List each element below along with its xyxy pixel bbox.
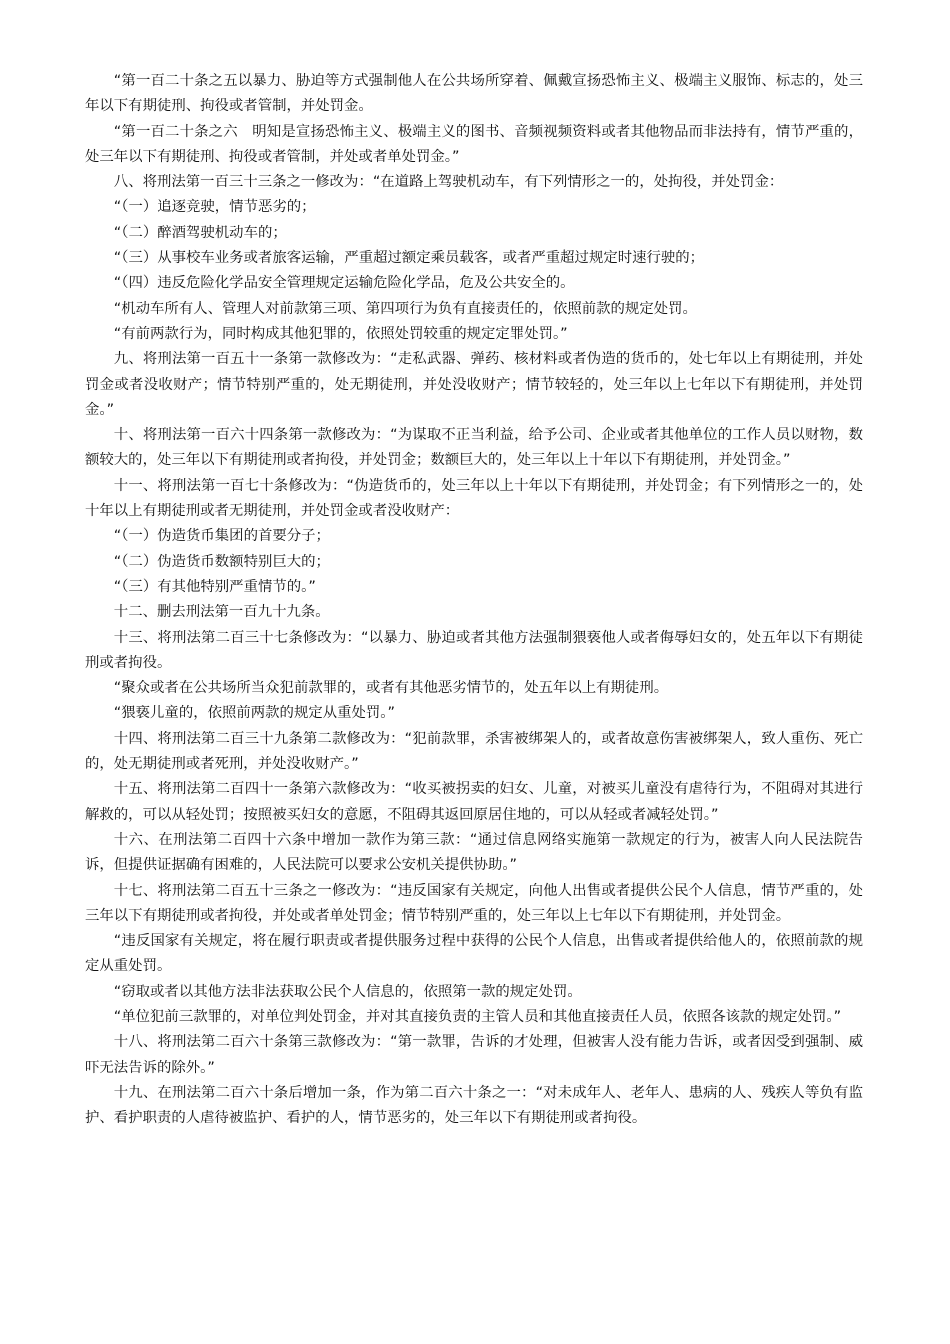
paragraph-1: “第一百二十条之五以暴力、胁迫等方式强制他人在公共场所穿着、佩戴宣扬恐怖主义、极端主义服饰、标志的，处三年以下有期徒刑、拘役或者管制，并处罚金。 bbox=[85, 73, 863, 115]
paragraph-21: 十五、将刑法第二百四十一条第六款修改为：“收买被拐卖的妇女、儿童，对被买儿童没有虐待行为，不阻碍对其进行解救的，可以从轻处罚；按照被买妇女的意愿，不阻碍其返回原居住地的，可以从轻或者减轻处罚。” bbox=[85, 781, 863, 823]
paragraph-18: “聚众或者在公共场所当众犯前款罪的，或者有其他恶劣情节的，处五年以上有期徒刑。 bbox=[113, 680, 669, 697]
paragraph-13: “（一）伪造货币集团的首要分子； bbox=[113, 528, 330, 545]
paragraph-7: “（四）违反危险化学品安全管理规定运输危险化学品，危及公共安全的。 bbox=[113, 275, 575, 292]
paragraph-28: 十九、在刑法第二百六十条后增加一条，作为第二百六十条之一：“对未成年人、老年人、患病的人、残疾人等负有监护、看护职责的人虐待被监护、看护的人，情节恶劣的，处三年以下有期徒刑或者拘役。 bbox=[85, 1084, 863, 1127]
paragraph-11: 十、将刑法第一百六十四条第一款修改为：“为谋取不正当利益，给予公司、企业或者其他单位的工作人员以财物，数额较大的，处三年以下有期徒刑或者拘役，并处罚金；数额巨大的，处三年以上十年以下有期徒刑，并处罚金。” bbox=[85, 427, 863, 469]
paragraph-10: 九、将刑法第一百五十一条第一款修改为：“走私武器、弹药、核材料或者伪造的货币的，处七年以上有期徒刑，并处罚金或者没收财产；情节特别严重的，处无期徒刑，并处没收财产；情节较轻的，处三年以上七年以下有期徒刑，并处罚金。” bbox=[85, 351, 863, 418]
paragraph-17: 十三、将刑法第二百三十七条修改为：“以暴力、胁迫或者其他方法强制猥亵他人或者侮辱妇女的，处五年以下有期徒刑或者拘役。 bbox=[85, 629, 863, 671]
paragraph-26: “单位犯前三款罪的，对单位判处罚金，并对其直接负责的主管人员和其他直接责任人员，依照各该款的规定处罚。” bbox=[113, 1008, 842, 1025]
paragraph-14: “（二）伪造货币数额特别巨大的； bbox=[113, 553, 330, 570]
paragraph-27: 十八、将刑法第二百六十条第三款修改为：“第一款罪，告诉的才处理，但被害人没有能力告诉，或者因受到强制、威吓无法告诉的除外。” bbox=[85, 1034, 863, 1076]
paragraph-2: “第一百二十条之六 明知是宣扬恐怖主义、极端主义的图书、音频视频资料或者其他物品而非法持有，情节严重的，处三年以下有期徒刑、拘役或者管制，并处或者单处罚金。” bbox=[85, 123, 863, 165]
paragraph-16: 十二、删去刑法第一百九十九条。 bbox=[113, 604, 330, 621]
paragraph-6: “（三）从事校车业务或者旅客运输，严重超过额定乘员载客，或者严重超过规定时速行驶的； bbox=[113, 250, 705, 267]
paragraph-5: “（二）醉酒驾驶机动车的； bbox=[113, 224, 287, 241]
paragraph-25: “窃取或者以其他方法非法获取公民个人信息的，依照第一款的规定处罚。 bbox=[113, 983, 582, 1000]
paragraph-8: “机动车所有人、管理人对前款第三项、第四项行为负有直接责任的，依照前款的规定处罚。 bbox=[113, 300, 697, 317]
paragraph-4: “（一）追逐竞驶，情节恶劣的； bbox=[113, 199, 316, 216]
paragraph-19: “猥亵儿童的，依照前两款的规定从重处罚。” bbox=[113, 705, 395, 722]
paragraph-20: 十四、将刑法第二百三十九条第二款修改为：“犯前款罪，杀害被绑架人的，或者故意伤害被绑架人，致人重伤、死亡的，处无期徒刑或者死刑，并处没收财产。” bbox=[85, 730, 863, 773]
paragraph-23: 十七、将刑法第二百五十三条之一修改为：“违反国家有关规定，向他人出售或者提供公民个人信息，情节严重的，处三年以下有期徒刑或者拘役，并处或者单处罚金；情节特别严重的，处三年以上七年以下有期徒刑，并处罚金。 bbox=[85, 882, 863, 924]
document-body bbox=[85, 69, 863, 1131]
paragraph-22: 十六、在刑法第二百四十六条中增加一款作为第三款：“通过信息网络实施第一款规定的行为，被害人向人民法院告诉，但提供证据确有困难的，人民法院可以要求公安机关提供协助。” bbox=[85, 831, 863, 874]
paragraph-9: “有前两款行为，同时构成其他犯罪的，依照处罚较重的规定定罪处罚。” bbox=[113, 325, 568, 342]
paragraph-15: “（三）有其他特别严重情节的。” bbox=[113, 578, 316, 595]
paragraph-24: “违反国家有关规定，将在履行职责或者提供服务过程中获得的公民个人信息，出售或者提供给他人的，依照前款的规定从重处罚。 bbox=[85, 933, 863, 975]
paragraph-12: 十一、将刑法第一百七十条修改为：“伪造货币的，处三年以上十年以下有期徒刑，并处罚金；有下列情形之一的，处十年以上有期徒刑或者无期徒刑，并处罚金或者没收财产： bbox=[85, 477, 863, 520]
paragraph-3: 八、将刑法第一百三十三条之一修改为：“在道路上驾驶机动车，有下列情形之一的，处拘役，并处罚金： bbox=[113, 174, 784, 191]
